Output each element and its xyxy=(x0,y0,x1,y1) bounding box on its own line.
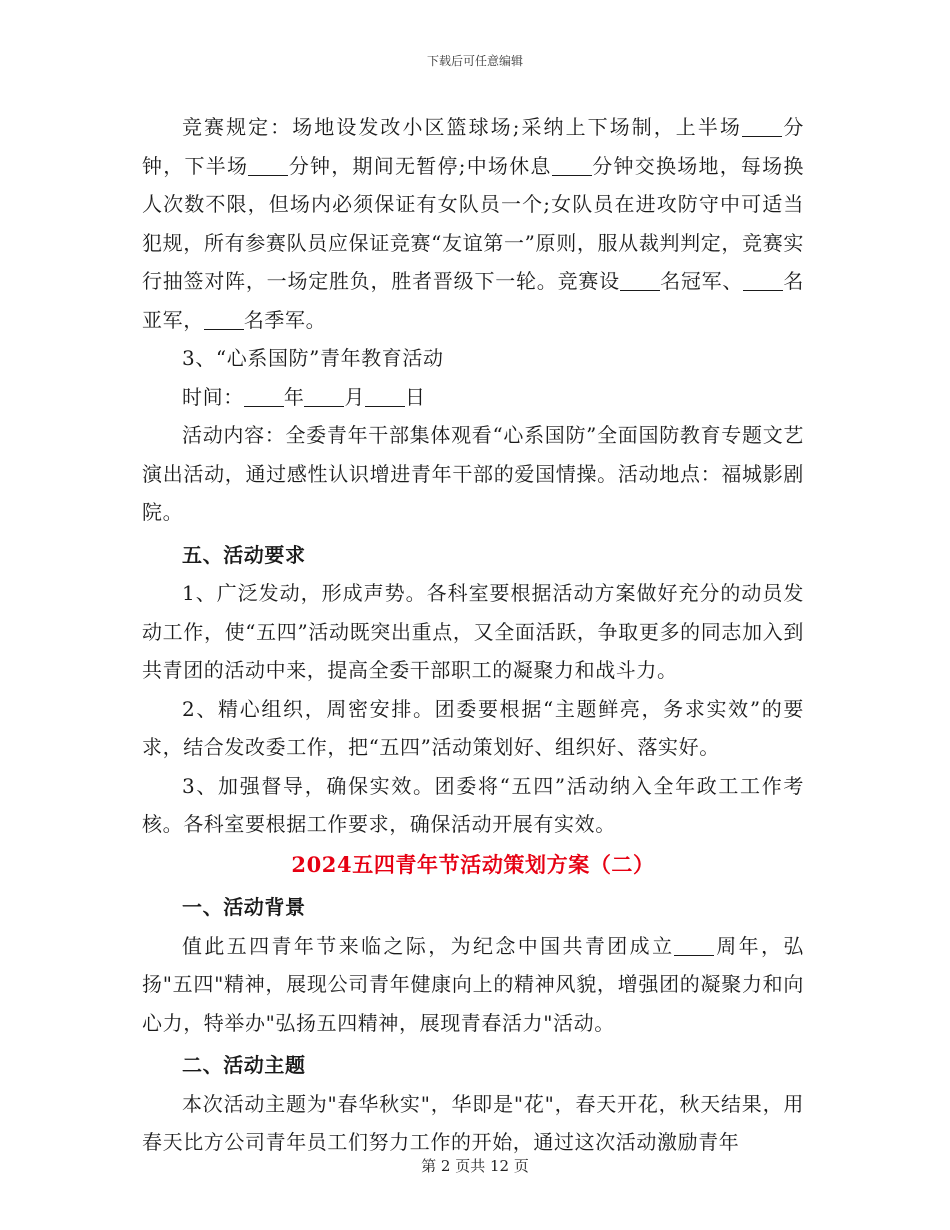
text-segment: 时间： xyxy=(182,384,244,409)
body-paragraph xyxy=(142,690,804,767)
text-segment: 分钟，期间无暂停;中场休息 xyxy=(288,153,552,178)
fill-in-blank xyxy=(244,386,284,407)
fill-in-blank xyxy=(743,270,783,291)
fill-in-blank xyxy=(248,155,288,176)
text-segment: 本次活动主题为"春华秋实"，华即是"花"，春天开花，秋天结果，用春天比方公司青年员工们努力工作的开始，通过这次活动激励青年 xyxy=(142,1091,804,1154)
page-footer: 第 2 页共 12 页 xyxy=(421,1157,529,1175)
text-segment: 一、活动背景 xyxy=(182,895,306,919)
fill-in-blank xyxy=(620,270,660,291)
text-segment: 2、精心组织，周密安排。团委要根据“主题鲜亮，务求实效”的要求，结合发改委工作，把“五四”活动策划好、组织好、落实好。 xyxy=(142,696,804,759)
text-segment: 活动内容：全委青年干部集体观看“心系国防”全面国防教育专题文艺演出活动，通过感性认识增进青年干部的爱国情操。活动地点：福城影剧院。 xyxy=(142,423,804,524)
text-segment: 年 xyxy=(283,384,305,409)
body-paragraph xyxy=(142,108,804,339)
text-segment: 值此五四青年节来临之际，为纪念中国共青团成立 xyxy=(182,933,675,958)
text-segment: 名冠军、 xyxy=(659,269,744,293)
text-segment: 日 xyxy=(405,384,426,409)
text-segment: 周年，弘扬"五四"精神，展现公司青年健康向上的精神风貌，增强团的凝聚力和向心力，特举办"弘扬五四精神，展现青春活力"活动。 xyxy=(142,933,804,1035)
section-heading xyxy=(142,536,804,575)
text-segment: 名亚军， xyxy=(142,269,804,332)
fill-in-blank xyxy=(365,386,405,407)
fill-in-blank xyxy=(204,309,244,330)
fill-in-blank xyxy=(674,935,714,956)
fill-in-blank xyxy=(552,155,592,176)
text-segment: 分钟交换场地，每场换人次数不限，但场内必须保证有女队员一个;女队员在进攻防守中可适当犯规，所有参赛队员应保证竞赛“友谊第一”原则，服从裁判判定，竞赛实行抽签对阵，一场定胜负，胜者晋级下一轮。竞赛设 xyxy=(142,153,805,293)
text-segment: 3、“心系国防”青年教育活动 xyxy=(182,346,444,370)
document-title xyxy=(142,846,804,885)
text-segment: 3、加强督导，确保实效。团委将“五四”活动纳入全年政工工作考核。各科室要根据工作要求，确保活动开展有实效。 xyxy=(142,773,804,836)
text-segment: 竞赛规定：场地设发改小区篮球场;采纳上下场制，上半场 xyxy=(182,115,742,139)
body-paragraph xyxy=(142,416,804,532)
text-segment: 五、活动要求 xyxy=(182,542,306,567)
document-body xyxy=(142,108,804,1162)
body-paragraph xyxy=(142,767,804,844)
text-segment: 1、广泛发动，形成声势。各科室要根据活动方案做好充分的动员发动工作，使“五四”活动既突出重点，又全面活跃，争取更多的同志加入到共青团的活动中来，提高全委干部职工的凝聚力和战斗力。 xyxy=(142,581,804,682)
text-segment: 二、活动主题 xyxy=(182,1053,306,1077)
text-segment: 月 xyxy=(344,384,366,409)
fill-in-blank xyxy=(304,386,344,407)
body-paragraph xyxy=(142,339,804,378)
body-paragraph xyxy=(142,378,804,417)
text-segment: 2024五四青年节活动策划方案（二） xyxy=(291,851,655,877)
body-paragraph xyxy=(142,927,804,1043)
body-paragraph xyxy=(142,574,804,690)
text-segment: 名季军。 xyxy=(243,307,327,332)
fill-in-blank xyxy=(742,116,782,137)
section-heading xyxy=(142,1046,804,1085)
section-heading xyxy=(142,888,804,927)
body-paragraph xyxy=(142,1085,804,1162)
text-segment: 分钟，下半场 xyxy=(142,115,804,178)
page-header: 下载后可任意编辑 xyxy=(426,54,523,68)
